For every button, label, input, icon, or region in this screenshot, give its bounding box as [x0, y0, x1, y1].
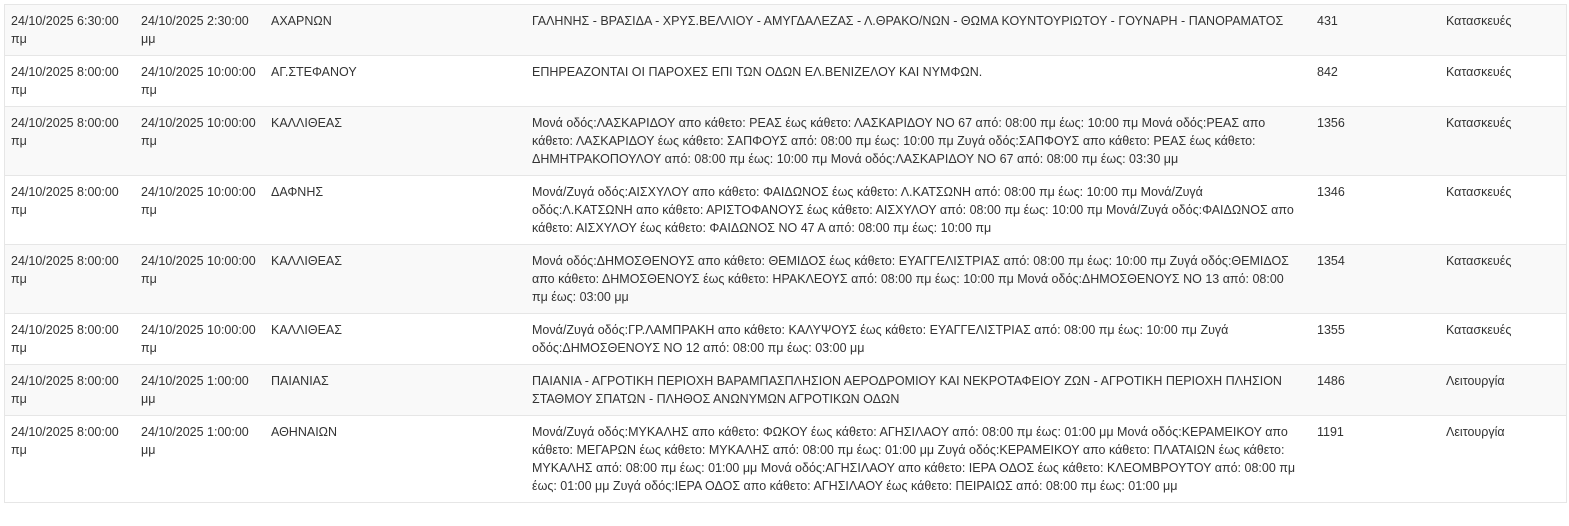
cell-area: ΑΧΑΡΝΩΝ	[265, 5, 526, 56]
cell-area: ΚΑΛΛΙΘΕΑΣ	[265, 245, 526, 314]
table-row	[5, 176, 1566, 245]
cell-start-time: 24/10/2025 8:00:00 πμ	[5, 416, 135, 503]
cell-count: 431	[1311, 5, 1440, 56]
table-row	[5, 416, 1566, 503]
cell-affected-streets: ΠΑΙΑΝΙΑ - ΑΓΡΟΤΙΚΗ ΠΕΡΙΟΧΗ ΒΑΡΑΜΠΑΣΠΛΗΣΙΟΝ ΑΕΡΟΔΡΟΜΙΟΥ ΚΑΙ ΝΕΚΡΟΤΑΦΕΙΟΥ ΖΩΝ - ΑΓΡΟΤΙΚΗ ΠΕΡΙΟΧΗ ΠΛΗΣΙΟΝ ΣΤΑΘΜΟΥ ΣΠΑΤΩΝ - ΠΛΗΘΟΣ ΑΝΩΝΥΜΩΝ ΑΓΡΟΤΙΚΩΝ ΟΔΩΝ	[526, 365, 1311, 416]
cell-area: ΚΑΛΛΙΘΕΑΣ	[265, 107, 526, 176]
cell-start-time: 24/10/2025 8:00:00 πμ	[5, 56, 135, 107]
cell-affected-streets: ΓΑΛΗΝΗΣ - ΒΡΑΣΙΔΑ - ΧΡΥΣ.ΒΕΛΛΙΟΥ - ΑΜΥΓΔΑΛΕΖΑΣ - Λ.ΘΡΑΚΟ/ΝΩΝ - ΘΩΜΑ ΚΟΥΝΤΟΥΡΙΩΤΟΥ - ΓΟΥΝΑΡΗ - ΠΑΝΟΡΑΜΑΤΟΣ	[526, 5, 1311, 56]
cell-affected-streets: ΕΠΗΡΕΑΖΟΝΤΑΙ ΟΙ ΠΑΡΟΧΕΣ ΕΠΙ ΤΩΝ ΟΔΩΝ ΕΛ.ΒΕΝΙΖΕΛΟΥ ΚΑΙ ΝΥΜΦΩΝ.	[526, 56, 1311, 107]
cell-affected-streets: Μονά οδός:ΛΑΣΚΑΡΙΔΟΥ απο κάθετο: ΡΕΑΣ έως κάθετο: ΛΑΣΚΑΡΙΔΟΥ ΝΟ 67 από: 08:00 πμ έως: 10:00 πμ Μονά οδός:ΡΕΑΣ απο κάθετο: ΛΑΣΚΑΡΙΔΟΥ έως κάθετο: ΣΑΠΦΟΥΣ από: 08:00 πμ έως: 10:00 πμ Ζυγά οδός:ΣΑΠΦΟΥΣ απο κάθετο: ΡΕΑΣ έως κάθετο: ΔΗΜΗΤΡΑΚΟΠΟΥΛΟΥ από: 08:00 πμ έως: 10:00 πμ Μονά οδός:ΛΑΣΚΑΡΙΔΟΥ ΝΟ 67 από: 08:00 πμ έως: 03:30 μμ	[526, 107, 1311, 176]
cell-area: ΑΓ.ΣΤΕΦΑΝΟΥ	[265, 56, 526, 107]
cell-count: 1191	[1311, 416, 1440, 503]
cell-start-time: 24/10/2025 6:30:00 πμ	[5, 5, 135, 56]
cell-outage-type: Κατασκευές	[1440, 176, 1566, 245]
table-row	[5, 107, 1566, 176]
cell-affected-streets: Μονά/Ζυγά οδός:ΓΡ.ΛΑΜΠΡΑΚΗ απο κάθετο: ΚΑΛΥΨΟΥΣ έως κάθετο: ΕΥΑΓΓΕΛΙΣΤΡΙΑΣ από: 08:00 πμ έως: 10:00 πμ Ζυγά οδός:ΔΗΜΟΣΘΕΝΟΥΣ ΝΟ 12 από: 08:00 πμ έως: 03:00 μμ	[526, 314, 1311, 365]
cell-outage-type: Κατασκευές	[1440, 245, 1566, 314]
cell-outage-type: Κατασκευές	[1440, 56, 1566, 107]
cell-count: 1354	[1311, 245, 1440, 314]
cell-count: 1356	[1311, 107, 1440, 176]
cell-end-time: 24/10/2025 2:30:00 μμ	[135, 5, 265, 56]
cell-affected-streets: Μονά/Ζυγά οδός:ΑΙΣΧΥΛΟΥ απο κάθετο: ΦΑΙΔΩΝΟΣ έως κάθετο: Λ.ΚΑΤΣΩΝΗ από: 08:00 πμ έως: 10:00 πμ Μονά/Ζυγά οδός:Λ.ΚΑΤΣΩΝΗ απο κάθετο: ΑΡΙΣΤΟΦΑΝΟΥΣ έως κάθετο: ΑΙΣΧΥΛΟΥ από: 08:00 πμ έως: 10:00 πμ Μονά/Ζυγά οδός:ΦΑΙΔΩΝΟΣ απο κάθετο: ΑΙΣΧΥΛΟΥ έως κάθετο: ΦΑΙΔΩΝΟΣ ΝΟ 47 Α από: 08:00 πμ έως: 10:00 πμ	[526, 176, 1311, 245]
cell-start-time: 24/10/2025 8:00:00 πμ	[5, 245, 135, 314]
cell-count: 1355	[1311, 314, 1440, 365]
table-row	[5, 56, 1566, 107]
cell-outage-type: Κατασκευές	[1440, 107, 1566, 176]
table-row	[5, 365, 1566, 416]
outages-table	[4, 4, 1567, 503]
table-row	[5, 245, 1566, 314]
cell-end-time: 24/10/2025 10:00:00 πμ	[135, 107, 265, 176]
cell-end-time: 24/10/2025 1:00:00 μμ	[135, 416, 265, 503]
cell-end-time: 24/10/2025 10:00:00 πμ	[135, 56, 265, 107]
cell-affected-streets: Μονά/Ζυγά οδός:ΜΥΚΑΛΗΣ απο κάθετο: ΦΩΚΟΥ έως κάθετο: ΑΓΗΣΙΛΑΟΥ από: 08:00 πμ έως: 01:00 μμ Μονά οδός:ΚΕΡΑΜΕΙΚΟΥ απο κάθετο: ΜΕΓΑΡΩΝ έως κάθετο: ΜΥΚΑΛΗΣ από: 08:00 πμ έως: 01:00 μμ Ζυγά οδός:ΚΕΡΑΜΕΙΚΟΥ απο κάθετο: ΠΛΑΤΑΙΩΝ έως κάθετο: ΜΥΚΑΛΗΣ από: 08:00 πμ έως: 01:00 μμ Μονά οδός:ΑΓΗΣΙΛΑΟΥ απο κάθετο: ΙΕΡΑ ΟΔΟΣ έως κάθετο: ΚΛΕΟΜΒΡΟΥΤΟΥ από: 08:00 πμ έως: 01:00 μμ Ζυγά οδός:ΙΕΡΑ ΟΔΟΣ απο κάθετο: ΑΓΗΣΙΛΑΟΥ έως κάθετο: ΠΕΙΡΑΙΩΣ από: 08:00 πμ έως: 01:00 μμ	[526, 416, 1311, 503]
cell-start-time: 24/10/2025 8:00:00 πμ	[5, 314, 135, 365]
outages-grid	[5, 5, 1566, 502]
table-row	[5, 5, 1566, 56]
cell-area: ΠΑΙΑΝΙΑΣ	[265, 365, 526, 416]
cell-start-time: 24/10/2025 8:00:00 πμ	[5, 107, 135, 176]
cell-outage-type: Λειτουργία	[1440, 416, 1566, 503]
cell-count: 842	[1311, 56, 1440, 107]
cell-end-time: 24/10/2025 10:00:00 πμ	[135, 314, 265, 365]
cell-area: ΑΘΗΝΑΙΩΝ	[265, 416, 526, 503]
cell-affected-streets: Μονά οδός:ΔΗΜΟΣΘΕΝΟΥΣ απο κάθετο: ΘΕΜΙΔΟΣ έως κάθετο: ΕΥΑΓΓΕΛΙΣΤΡΙΑΣ από: 08:00 πμ έως: 10:00 πμ Ζυγά οδός:ΘΕΜΙΔΟΣ απο κάθετο: ΔΗΜΟΣΘΕΝΟΥΣ έως κάθετο: ΗΡΑΚΛΕΟΥΣ από: 08:00 πμ έως: 10:00 πμ Μονά οδός:ΔΗΜΟΣΘΕΝΟΥΣ ΝΟ 13 από: 08:00 πμ έως: 03:00 μμ	[526, 245, 1311, 314]
cell-area: ΔΑΦΝΗΣ	[265, 176, 526, 245]
cell-end-time: 24/10/2025 10:00:00 πμ	[135, 176, 265, 245]
cell-count: 1346	[1311, 176, 1440, 245]
cell-outage-type: Κατασκευές	[1440, 314, 1566, 365]
cell-start-time: 24/10/2025 8:00:00 πμ	[5, 365, 135, 416]
cell-outage-type: Κατασκευές	[1440, 5, 1566, 56]
cell-end-time: 24/10/2025 10:00:00 πμ	[135, 245, 265, 314]
cell-area: ΚΑΛΛΙΘΕΑΣ	[265, 314, 526, 365]
cell-outage-type: Λειτουργία	[1440, 365, 1566, 416]
cell-end-time: 24/10/2025 1:00:00 μμ	[135, 365, 265, 416]
cell-count: 1486	[1311, 365, 1440, 416]
outages-rows	[5, 5, 1566, 502]
table-row	[5, 314, 1566, 365]
cell-start-time: 24/10/2025 8:00:00 πμ	[5, 176, 135, 245]
